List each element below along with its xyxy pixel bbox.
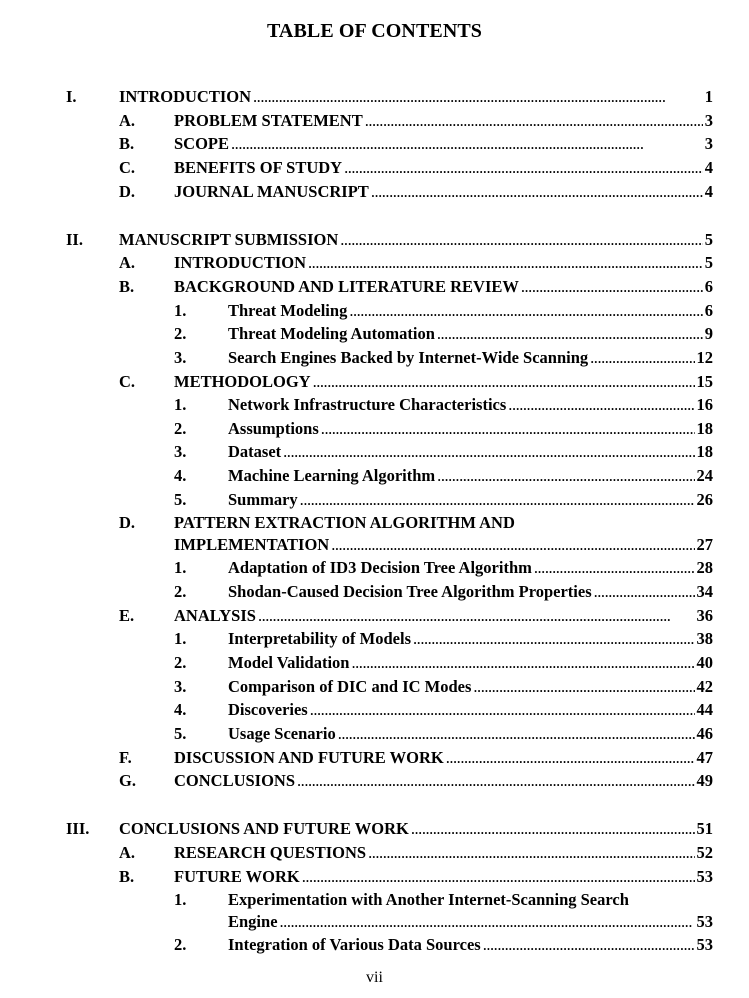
toc-entry-number: F.: [119, 748, 132, 767]
toc-entry-page: 49: [696, 771, 713, 790]
toc-entry-line: [174, 371, 713, 393]
toc-entry-page: 36: [696, 606, 713, 625]
toc-entry-page: 34: [696, 582, 713, 601]
toc-entry-page: 47: [696, 748, 713, 767]
toc-entry-title: CONCLUSIONS: [174, 771, 296, 790]
toc-entry-page: 6: [704, 301, 713, 320]
toc-entry-line: [174, 276, 713, 298]
toc-entry-number: B.: [119, 134, 135, 153]
toc-entry-number: III.: [66, 819, 90, 838]
toc-entry-line: [228, 652, 713, 674]
toc-entry-page: 12: [696, 348, 713, 367]
toc-entry-line: [228, 557, 713, 579]
toc-entry-page: 9: [704, 324, 713, 343]
dot-leader: [446, 747, 695, 769]
toc-entry-number: 2.: [174, 653, 187, 672]
toc-entry-title: RESEARCH QUESTIONS: [174, 843, 367, 862]
toc-entry-title: Adaptation of ID3 Decision Tree Algorithm: [228, 558, 532, 577]
toc-entry-number: 1.: [174, 395, 187, 414]
toc-entry-page: 53: [696, 912, 713, 931]
dot-leader: [280, 911, 695, 933]
dot-leader: [594, 581, 695, 603]
toc-entry[interactable]: [0, 512, 713, 556]
toc-entry-line: [228, 300, 713, 322]
toc-entry-page: 3: [704, 111, 713, 130]
toc-entry-line: [228, 394, 713, 416]
toc-entry-line: [228, 723, 713, 745]
toc-entry[interactable]: [0, 181, 713, 203]
toc-entry-line: [228, 489, 713, 511]
toc-entry-title: DISCUSSION AND FUTURE WORK: [174, 748, 444, 767]
toc-entry-line: [174, 133, 713, 155]
toc-entry[interactable]: [0, 842, 713, 864]
toc-entry-number: B.: [119, 867, 135, 886]
toc-entry-page: 46: [696, 724, 713, 743]
toc-entry[interactable]: [0, 818, 713, 840]
dot-leader: [368, 842, 694, 864]
toc-entry-page: 42: [696, 677, 713, 696]
toc-entry-number: A.: [119, 111, 136, 130]
dot-leader: [310, 699, 695, 721]
dot-leader: [340, 229, 702, 251]
toc-entry-line: [228, 676, 713, 698]
toc-entry[interactable]: [0, 441, 713, 463]
dot-leader: [344, 157, 703, 179]
toc-entry-title: Machine Learning Algorithm: [228, 466, 436, 485]
dot-leader: [508, 394, 694, 416]
toc-entry[interactable]: [0, 699, 713, 721]
toc-entry-line: [228, 465, 713, 487]
dot-leader: [297, 770, 694, 792]
toc-entry[interactable]: [0, 300, 713, 322]
dot-leader: [534, 557, 695, 579]
dot-leader: [321, 418, 695, 440]
toc-entry[interactable]: [0, 747, 713, 769]
toc-entry-page: 40: [696, 653, 713, 672]
toc-entry-page: 51: [696, 819, 713, 838]
toc-entry-line: [174, 605, 713, 627]
toc-entry[interactable]: [0, 581, 713, 603]
dot-leader: [411, 818, 695, 840]
dot-leader: [253, 86, 703, 108]
toc-entry-title: BENEFITS OF STUDY: [174, 158, 343, 177]
toc-entry[interactable]: [0, 605, 713, 627]
toc-entry-number: 2.: [174, 582, 187, 601]
toc-entry-page: 6: [704, 277, 713, 296]
toc-entry-number: C.: [119, 158, 136, 177]
toc-entry-page: 53: [696, 935, 713, 954]
toc-entry-title: Assumptions: [228, 419, 319, 438]
toc-entry-number: C.: [119, 372, 136, 391]
toc-entry-number: 2.: [174, 324, 187, 343]
toc-entry-line: [119, 86, 713, 108]
toc-entry-line: [174, 770, 713, 792]
toc-entry-number: A.: [119, 843, 136, 862]
toc-entry-number: B.: [119, 277, 135, 296]
toc-entry-title: INTRODUCTION: [119, 87, 252, 106]
toc-entry-title: Comparison of DIC and IC Modes: [228, 677, 472, 696]
toc-entry[interactable]: [0, 157, 713, 179]
dot-leader: [302, 866, 695, 888]
toc-entry-number: A.: [119, 253, 136, 272]
toc-entry-title: Network Infrastructure Characteristics: [228, 395, 507, 414]
toc-entry[interactable]: [0, 323, 713, 345]
toc-entry-line: [174, 110, 713, 132]
dot-leader: [437, 323, 703, 345]
toc-entry-line: [174, 252, 713, 274]
toc-entry-number: 3.: [174, 442, 187, 461]
toc-entry-line: [228, 911, 713, 933]
toc-entry[interactable]: [0, 252, 713, 274]
toc-entry[interactable]: [0, 229, 713, 251]
toc-entry-number: 3.: [174, 677, 187, 696]
toc-entry[interactable]: [0, 418, 713, 440]
toc-entry-number: 4.: [174, 700, 187, 719]
toc-entry-title: Threat Modeling Automation: [228, 324, 435, 343]
toc-entry[interactable]: [0, 770, 713, 792]
toc-entry-line: [119, 229, 713, 251]
toc-entry[interactable]: [0, 889, 713, 933]
toc-entry-number: 1.: [174, 629, 187, 648]
toc-entry-title: FUTURE WORK: [174, 867, 300, 886]
toc-entry-title: Discoveries: [228, 700, 308, 719]
toc-entry[interactable]: [0, 934, 713, 956]
toc-entry-title: BACKGROUND AND LITERATURE REVIEW: [174, 277, 519, 296]
dot-leader: [352, 652, 695, 674]
toc-entry-page: 28: [696, 558, 713, 577]
toc-entry-line: [174, 534, 713, 556]
toc-entry-number: 3.: [174, 348, 187, 367]
toc-entry-title: CONCLUSIONS AND FUTURE WORK: [119, 819, 409, 838]
dot-leader: [331, 534, 694, 556]
toc-entry-page: 3: [704, 134, 713, 153]
toc-entry-page: 15: [696, 372, 713, 391]
dot-leader: [521, 276, 703, 298]
dot-leader: [590, 347, 694, 369]
toc-entry[interactable]: [0, 652, 713, 674]
toc-entry-number: 2.: [174, 935, 187, 954]
toc-entry-line: [228, 628, 713, 650]
dot-leader: [231, 133, 703, 155]
toc-entry[interactable]: [0, 133, 713, 155]
toc-entry-line: [174, 157, 713, 179]
page-title: TABLE OF CONTENTS: [266, 20, 483, 42]
toc-entry[interactable]: [0, 86, 713, 108]
dot-leader: [413, 628, 694, 650]
toc-entry-page: 16: [696, 395, 713, 414]
dot-leader: [308, 252, 703, 274]
toc-entry-page: 52: [696, 843, 713, 862]
dot-leader: [473, 676, 694, 698]
toc-entry-line: [228, 323, 713, 345]
toc-entry[interactable]: [0, 723, 713, 745]
toc-entry-number: 4.: [174, 466, 187, 485]
toc-entry-title-first-line: Experimentation with Another Internet-Scanning Search: [228, 890, 629, 909]
toc-entry-title: INTRODUCTION: [174, 253, 307, 272]
toc-entry-title: Search Engines Backed by Internet-Wide Scanning: [228, 348, 589, 367]
toc-entry-title: PROBLEM STATEMENT: [174, 111, 363, 130]
toc-entry[interactable]: [0, 394, 713, 416]
toc-entry-title: Interpretability of Models: [228, 629, 412, 648]
toc-entry-number: 1.: [174, 558, 187, 577]
toc-entry-number: 5.: [174, 490, 187, 509]
toc-entry-title: MANUSCRIPT SUBMISSION: [119, 230, 339, 249]
toc-entry-title: Dataset: [228, 442, 282, 461]
toc-entry-line: [228, 418, 713, 440]
toc-entry-number: D.: [119, 513, 136, 532]
toc-entry[interactable]: [0, 347, 713, 369]
dot-leader: [258, 605, 695, 627]
toc-entry-line: [174, 866, 713, 888]
toc-entry-page: 53: [696, 867, 713, 886]
toc-entry[interactable]: [0, 465, 713, 487]
toc-entry-title: SCOPE: [174, 134, 230, 153]
toc-entry-line: [119, 818, 713, 840]
dot-leader: [349, 300, 702, 322]
toc-entry-number: II.: [66, 230, 83, 249]
toc-entry[interactable]: [0, 557, 713, 579]
toc-entry-title: Engine: [228, 912, 278, 931]
dot-leader: [283, 441, 694, 463]
toc-entry-line: [228, 441, 713, 463]
toc-entry-title: Threat Modeling: [228, 301, 348, 320]
toc-entry[interactable]: [0, 371, 713, 393]
toc-entry-title: JOURNAL MANUSCRIPT: [174, 182, 369, 201]
toc-entry-number: E.: [119, 606, 135, 625]
toc-entry[interactable]: [0, 676, 713, 698]
toc-entry-number: 5.: [174, 724, 187, 743]
toc-entry-title: Summary: [228, 490, 298, 509]
toc-entry-line: [174, 747, 713, 769]
page-number: vii: [366, 969, 383, 986]
dot-leader: [483, 934, 695, 956]
toc-entry-page: 27: [696, 535, 713, 554]
toc-entry-number: G.: [119, 771, 136, 790]
dot-leader: [338, 723, 695, 745]
toc-entry-number: D.: [119, 182, 136, 201]
dot-leader: [371, 181, 703, 203]
toc-entry-title: METHODOLOGY: [174, 372, 311, 391]
toc-entry-number: 2.: [174, 419, 187, 438]
toc-entry[interactable]: [0, 866, 713, 888]
toc-entry-page: 1: [704, 87, 713, 106]
toc-entry-title: Model Validation: [228, 653, 350, 672]
toc-entry-page: 5: [704, 253, 713, 272]
toc-entry-page: 18: [696, 419, 713, 438]
toc-entry-page: 44: [696, 700, 713, 719]
toc-entry-line: [174, 842, 713, 864]
toc-entry-page: 38: [696, 629, 713, 648]
toc-entry-page: 4: [704, 158, 713, 177]
toc-entry-number: 1.: [174, 301, 187, 320]
toc-entry-title-first-line: PATTERN EXTRACTION ALGORITHM AND: [174, 513, 515, 532]
toc-entry-page: 4: [704, 182, 713, 201]
toc-entry-page: 24: [696, 466, 713, 485]
toc-entry[interactable]: [0, 276, 713, 298]
dot-leader: [437, 465, 694, 487]
toc-entry[interactable]: [0, 489, 713, 511]
toc-entry-title: ANALYSIS: [174, 606, 256, 625]
toc-entry-number: 1.: [174, 890, 187, 909]
toc-entry-page: 5: [704, 230, 713, 249]
toc-entry-line: [228, 347, 713, 369]
toc-entry[interactable]: [0, 628, 713, 650]
toc-entry-line: [228, 699, 713, 721]
toc-entry-number: I.: [66, 87, 77, 106]
toc-entry-line: [228, 934, 713, 956]
toc-entry-page: 18: [696, 442, 713, 461]
dot-leader: [365, 110, 703, 132]
toc-entry-line: [228, 581, 713, 603]
dot-leader: [300, 489, 695, 511]
toc-entry-title: Integration of Various Data Sources: [228, 935, 481, 954]
toc-entry-page: 26: [696, 490, 713, 509]
toc-entry-title: IMPLEMENTATION: [174, 535, 330, 554]
toc-entry-line: [174, 181, 713, 203]
dot-leader: [313, 371, 695, 393]
toc-entry-title: Usage Scenario: [228, 724, 336, 743]
toc-entry-title: Shodan-Caused Decision Tree Algorithm Properties: [228, 582, 592, 601]
toc-entry[interactable]: [0, 110, 713, 132]
